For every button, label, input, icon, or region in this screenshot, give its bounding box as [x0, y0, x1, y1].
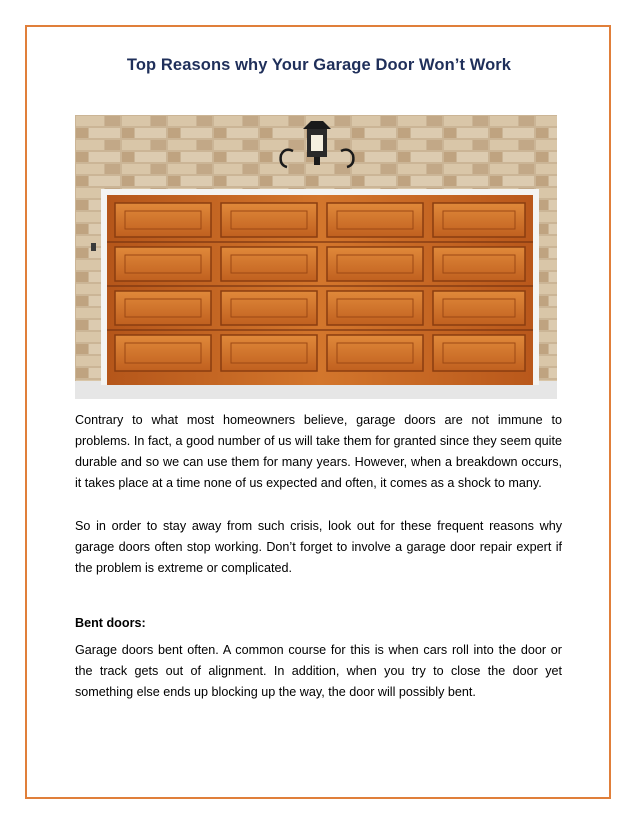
reasons-paragraph: So in order to stay away from such crisis, look out for these frequent reasons why garage doors often stop working. Don’t forget to involve a garage door repair expert if the problem is extreme or complicated. [75, 519, 562, 575]
section-paragraph: Garage doors bent often. A common course for this is when cars roll into the door or the track gets out of alignment. In addition, when you try to close the door yet something else ends up blocking up the way, the door will possibly bent. [75, 643, 562, 699]
document-title: Top Reasons why Your Garage Door Won’t Work [126, 56, 512, 74]
section-heading: Bent doors: [75, 616, 146, 630]
garage-door-photo [75, 115, 557, 399]
intro-paragraph: Contrary to what most homeowners believe, garage doors are not immune to problems. In fact, a good number of us will take them for granted since they seem quite durable and so we can use them for many years. However, when a breakdown occurs, it takes place at a time none of us expected and often, it comes as a shock to many. [75, 413, 562, 490]
